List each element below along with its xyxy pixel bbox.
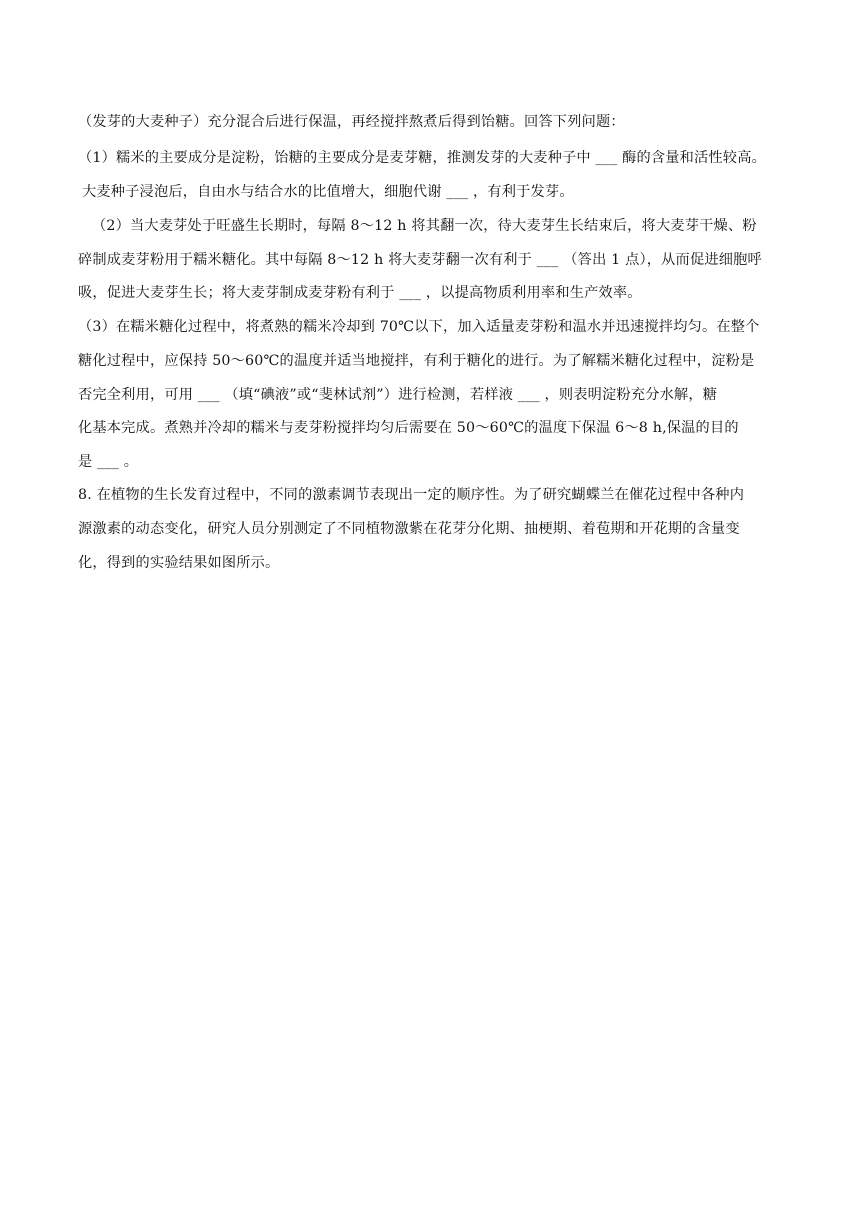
text-line-q1-part2: 大麦种子浸泡后，自由水与结合水的比值增大，细胞代谢 ___ ，有利于发芽。	[82, 184, 574, 200]
text-line-q8-part3: 化，得到的实验结果如图所示。	[78, 555, 280, 571]
text-line-q2-part2: 碎制成麦芽粉用于糯米糖化。其中每隔 8～12 h 将大麦芽翻一次有利于 ___ （答出 1 点），从而促进细胞呼	[78, 252, 762, 268]
text-line-q8-part2: 源激素的动态变化，研究人员分别测定了不同植物激紫在花芽分化期、抽梗期、着苞期和开花期的含量变	[78, 521, 740, 537]
text-line-q3-part2: 糖化过程中，应保持 50～60℃的温度并适当地搅拌，有利于糖化的进行。为了解糯米糖化过程中，淀粉是	[78, 353, 755, 369]
text-line-q3-part3: 否完全利用，可用 ___ （填“碘液”或“斐林试剂”）进行检测，若样液 ___ ，则表明淀粉充分水解，糖	[78, 387, 718, 403]
text-line-intro: （发芽的大麦种子）充分混合后进行保温，再经搅拌熬煮后得到饴糖。回答下列问题：	[78, 114, 625, 130]
text-line-q2-part3: 吸，促进大麦芽生长；将大麦芽制成麦芽粉有利于 ___ ，以提高物质利用率和生产效率。	[78, 285, 642, 301]
text-line-q1-part1: （1）糯米的主要成分是淀粉，饴糖的主要成分是麦芽糖，推测发芽的大麦种子中 ___ 酶的含量和活性较高。	[78, 150, 766, 166]
text-line-q2-part1: （2）当大麦芽处于旺盛生长期时，每隔 8～12 h 将其翻一次，待大麦芽生长结束后，将大麦芽干燥、粉	[92, 218, 757, 234]
text-line-q8-part1: 8. 在植物的生长发育过程中，不同的激素调节表现出一定的顺序性。为了研究蝴蝶兰在催花过程中各种内	[78, 487, 745, 503]
text-line-q3-part5: 是 ___ 。	[78, 454, 139, 470]
text-line-q3-part1: （3）在糯米糖化过程中，将煮熟的糯米冷却到 70℃以下，加入适量麦芽粉和温水并迅速搅拌均匀。在整个	[78, 319, 760, 335]
text-line-q3-part4: 化基本完成。煮熟并冷却的糯米与麦芽粉搅拌均匀后需要在 50～60℃的温度下保温 6～8 h,保温的目的	[78, 420, 739, 436]
